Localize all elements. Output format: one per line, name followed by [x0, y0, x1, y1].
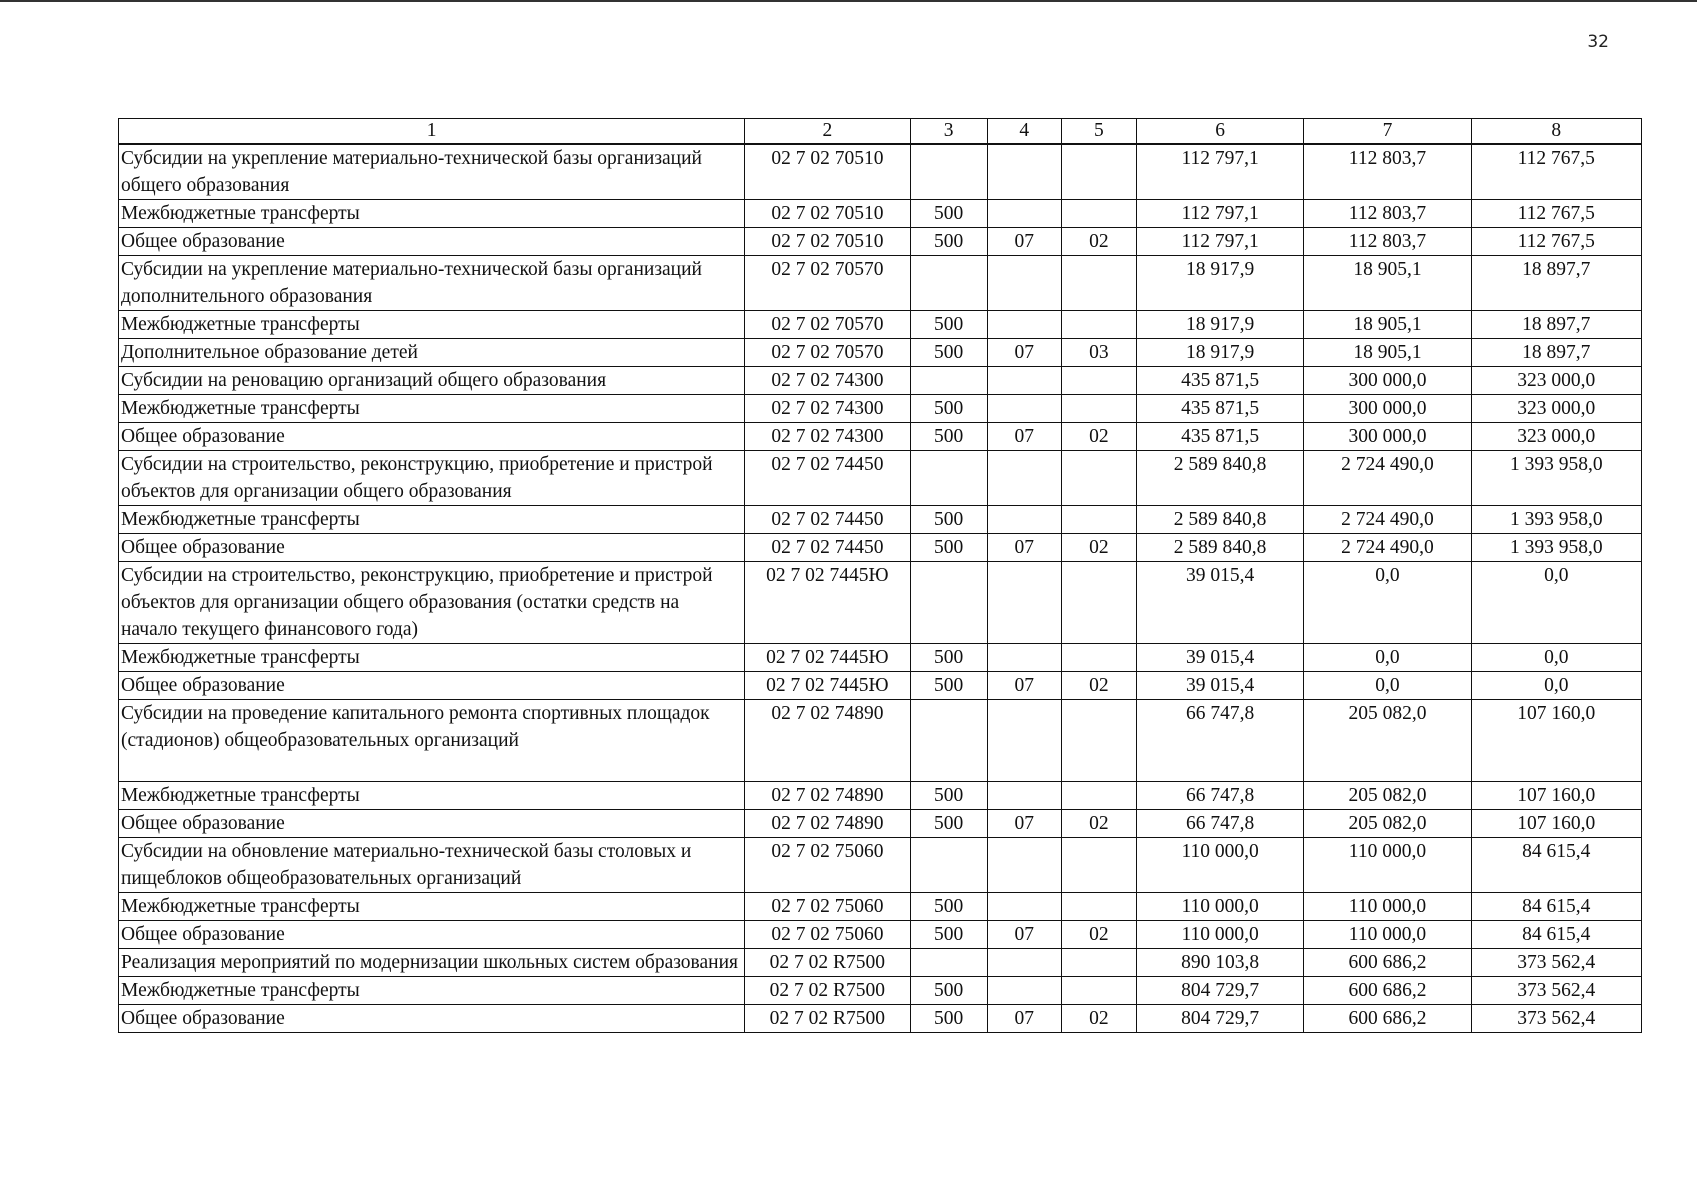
row-col3-cell [910, 451, 987, 506]
row-col5-cell [1061, 838, 1136, 893]
row-col3-cell: 500 [910, 921, 987, 949]
row-value8-cell: 0,0 [1471, 562, 1641, 644]
row-col4-cell [987, 256, 1061, 311]
column-header: 3 [910, 119, 987, 145]
row-col3-cell [910, 949, 987, 977]
row-col5-cell [1061, 977, 1136, 1005]
row-value6-cell: 39 015,4 [1136, 672, 1303, 700]
row-code-cell: 02 7 02 70510 [745, 144, 910, 200]
row-value8-cell: 107 160,0 [1471, 810, 1641, 838]
row-value8-cell: 18 897,7 [1471, 311, 1641, 339]
row-col3-cell: 500 [910, 893, 987, 921]
table-row [119, 644, 1642, 672]
row-value8-cell: 84 615,4 [1471, 838, 1641, 893]
row-name-cell: Субсидии на обновление материально-технической базы столовых и пищеблоков общеобразовательных организаций [119, 838, 745, 893]
row-name-cell: Общее образование [119, 1005, 745, 1033]
row-col4-cell: 07 [987, 228, 1061, 256]
table-row [119, 144, 1642, 200]
row-value7-cell: 2 724 490,0 [1304, 506, 1471, 534]
row-name-cell: Общее образование [119, 423, 745, 451]
row-value6-cell: 66 747,8 [1136, 782, 1303, 810]
table-row [119, 782, 1642, 810]
row-code-cell: 02 7 02 75060 [745, 838, 910, 893]
row-col5-cell: 02 [1061, 1005, 1136, 1033]
row-col5-cell [1061, 562, 1136, 644]
row-value6-cell: 39 015,4 [1136, 562, 1303, 644]
row-value6-cell: 112 797,1 [1136, 228, 1303, 256]
row-value7-cell: 0,0 [1304, 644, 1471, 672]
column-header: 2 [745, 119, 910, 145]
row-value8-cell: 323 000,0 [1471, 395, 1641, 423]
row-col4-cell [987, 644, 1061, 672]
row-code-cell: 02 7 02 74300 [745, 395, 910, 423]
row-name-cell: Субсидии на строительство, реконструкцию, приобретение и пристрой объектов для организации общего образования [119, 451, 745, 506]
row-code-cell: 02 7 02 7445Ю [745, 562, 910, 644]
row-name-cell: Общее образование [119, 672, 745, 700]
row-value7-cell: 2 724 490,0 [1304, 451, 1471, 506]
row-code-cell: 02 7 02 70570 [745, 311, 910, 339]
row-col5-cell [1061, 893, 1136, 921]
row-col4-cell [987, 367, 1061, 395]
row-value6-cell: 112 797,1 [1136, 200, 1303, 228]
row-value8-cell: 112 767,5 [1471, 200, 1641, 228]
row-code-cell: 02 7 02 R7500 [745, 977, 910, 1005]
top-edge-rule [0, 0, 1697, 2]
row-col5-cell [1061, 451, 1136, 506]
row-col4-cell [987, 977, 1061, 1005]
row-col3-cell [910, 562, 987, 644]
table-row [119, 367, 1642, 395]
table-row [119, 838, 1642, 893]
row-code-cell: 02 7 02 74450 [745, 534, 910, 562]
row-code-cell: 02 7 02 74450 [745, 506, 910, 534]
row-col3-cell: 500 [910, 534, 987, 562]
row-col5-cell [1061, 256, 1136, 311]
row-col5-cell: 02 [1061, 534, 1136, 562]
row-value6-cell: 2 589 840,8 [1136, 451, 1303, 506]
row-value8-cell: 84 615,4 [1471, 893, 1641, 921]
table-row [119, 562, 1642, 644]
row-col5-cell: 02 [1061, 228, 1136, 256]
table-row [119, 339, 1642, 367]
row-value7-cell: 2 724 490,0 [1304, 534, 1471, 562]
row-col3-cell: 500 [910, 782, 987, 810]
table-row [119, 921, 1642, 949]
table-row [119, 423, 1642, 451]
row-col5-cell: 02 [1061, 423, 1136, 451]
row-value6-cell: 18 917,9 [1136, 256, 1303, 311]
row-value8-cell: 84 615,4 [1471, 921, 1641, 949]
row-name-cell: Общее образование [119, 534, 745, 562]
row-col4-cell: 07 [987, 672, 1061, 700]
row-value6-cell: 2 589 840,8 [1136, 534, 1303, 562]
row-col5-cell [1061, 949, 1136, 977]
row-code-cell: 02 7 02 7445Ю [745, 672, 910, 700]
row-col3-cell: 500 [910, 644, 987, 672]
row-name-cell: Субсидии на реновацию организаций общего образования [119, 367, 745, 395]
row-value8-cell: 112 767,5 [1471, 144, 1641, 200]
row-name-cell: Межбюджетные трансферты [119, 782, 745, 810]
row-col3-cell: 500 [910, 311, 987, 339]
row-value8-cell: 1 393 958,0 [1471, 506, 1641, 534]
column-header: 5 [1061, 119, 1136, 145]
row-col4-cell [987, 838, 1061, 893]
row-code-cell: 02 7 02 75060 [745, 893, 910, 921]
row-col5-cell [1061, 367, 1136, 395]
row-col4-cell [987, 395, 1061, 423]
row-value6-cell: 804 729,7 [1136, 977, 1303, 1005]
row-col4-cell [987, 700, 1061, 782]
row-col5-cell: 02 [1061, 810, 1136, 838]
column-header: 4 [987, 119, 1061, 145]
row-code-cell: 02 7 02 74890 [745, 810, 910, 838]
row-name-cell: Субсидии на укрепление материально-технической базы организаций дополнительного образования [119, 256, 745, 311]
row-value7-cell: 0,0 [1304, 562, 1471, 644]
row-value6-cell: 18 917,9 [1136, 339, 1303, 367]
row-col3-cell: 500 [910, 339, 987, 367]
row-value7-cell: 110 000,0 [1304, 893, 1471, 921]
row-col5-cell [1061, 395, 1136, 423]
row-code-cell: 02 7 02 70510 [745, 228, 910, 256]
row-col3-cell: 500 [910, 395, 987, 423]
row-col4-cell [987, 782, 1061, 810]
row-name-cell: Субсидии на укрепление материально-технической базы организаций общего образования [119, 144, 745, 200]
row-value8-cell: 373 562,4 [1471, 1005, 1641, 1033]
row-value6-cell: 112 797,1 [1136, 144, 1303, 200]
row-code-cell: 02 7 02 74300 [745, 367, 910, 395]
row-code-cell: 02 7 02 75060 [745, 921, 910, 949]
row-col3-cell: 500 [910, 200, 987, 228]
row-value7-cell: 300 000,0 [1304, 367, 1471, 395]
row-col4-cell [987, 949, 1061, 977]
row-col4-cell [987, 144, 1061, 200]
row-col4-cell [987, 311, 1061, 339]
row-value7-cell: 205 082,0 [1304, 782, 1471, 810]
row-value8-cell: 1 393 958,0 [1471, 451, 1641, 506]
row-value8-cell: 18 897,7 [1471, 339, 1641, 367]
row-name-cell: Межбюджетные трансферты [119, 200, 745, 228]
table-row [119, 256, 1642, 311]
row-code-cell: 02 7 02 70570 [745, 339, 910, 367]
row-value6-cell: 435 871,5 [1136, 395, 1303, 423]
row-code-cell: 02 7 02 7445Ю [745, 644, 910, 672]
row-name-cell: Дополнительное образование детей [119, 339, 745, 367]
row-value6-cell: 66 747,8 [1136, 700, 1303, 782]
row-name-cell: Общее образование [119, 921, 745, 949]
row-col5-cell: 02 [1061, 672, 1136, 700]
column-header: 6 [1136, 119, 1303, 145]
table-row [119, 311, 1642, 339]
row-value7-cell: 18 905,1 [1304, 256, 1471, 311]
table-row [119, 672, 1642, 700]
row-name-cell: Реализация мероприятий по модернизации школьных систем образования [119, 949, 745, 977]
row-value7-cell: 600 686,2 [1304, 1005, 1471, 1033]
row-col3-cell [910, 838, 987, 893]
row-col5-cell [1061, 782, 1136, 810]
row-col4-cell: 07 [987, 810, 1061, 838]
row-col3-cell: 500 [910, 672, 987, 700]
column-header: 7 [1304, 119, 1471, 145]
table-row [119, 1005, 1642, 1033]
row-col3-cell: 500 [910, 977, 987, 1005]
table-row [119, 977, 1642, 1005]
row-name-cell: Межбюджетные трансферты [119, 644, 745, 672]
row-col4-cell: 07 [987, 534, 1061, 562]
row-col5-cell [1061, 200, 1136, 228]
row-col4-cell [987, 451, 1061, 506]
row-name-cell: Субсидии на строительство, реконструкцию, приобретение и пристрой объектов для организации общего образования (остатки средств на начало текущего финансового года) [119, 562, 745, 644]
row-value7-cell: 0,0 [1304, 672, 1471, 700]
header-row [119, 119, 1642, 145]
row-value8-cell: 373 562,4 [1471, 977, 1641, 1005]
row-col5-cell [1061, 644, 1136, 672]
row-col3-cell: 500 [910, 506, 987, 534]
row-value7-cell: 600 686,2 [1304, 949, 1471, 977]
table-row [119, 700, 1642, 782]
row-name-cell: Общее образование [119, 228, 745, 256]
row-value6-cell: 890 103,8 [1136, 949, 1303, 977]
row-value6-cell: 804 729,7 [1136, 1005, 1303, 1033]
table-header [119, 119, 1642, 145]
row-value7-cell: 600 686,2 [1304, 977, 1471, 1005]
row-col5-cell: 03 [1061, 339, 1136, 367]
column-header: 1 [119, 119, 745, 145]
row-value7-cell: 112 803,7 [1304, 144, 1471, 200]
row-name-cell: Межбюджетные трансферты [119, 395, 745, 423]
row-value7-cell: 18 905,1 [1304, 311, 1471, 339]
row-col4-cell [987, 200, 1061, 228]
table-row [119, 506, 1642, 534]
row-code-cell: 02 7 02 74890 [745, 700, 910, 782]
row-value6-cell: 18 917,9 [1136, 311, 1303, 339]
row-value7-cell: 112 803,7 [1304, 228, 1471, 256]
row-col4-cell [987, 506, 1061, 534]
budget-table [118, 118, 1642, 1033]
row-value8-cell: 373 562,4 [1471, 949, 1641, 977]
row-col3-cell [910, 256, 987, 311]
row-code-cell: 02 7 02 74450 [745, 451, 910, 506]
row-value8-cell: 0,0 [1471, 644, 1641, 672]
row-value6-cell: 435 871,5 [1136, 423, 1303, 451]
row-value6-cell: 110 000,0 [1136, 893, 1303, 921]
table-row [119, 451, 1642, 506]
row-code-cell: 02 7 02 R7500 [745, 1005, 910, 1033]
row-value6-cell: 110 000,0 [1136, 921, 1303, 949]
row-value8-cell: 323 000,0 [1471, 423, 1641, 451]
table-row [119, 395, 1642, 423]
row-col3-cell: 500 [910, 228, 987, 256]
table-row [119, 893, 1642, 921]
row-code-cell: 02 7 02 74890 [745, 782, 910, 810]
row-col4-cell: 07 [987, 1005, 1061, 1033]
row-value6-cell: 110 000,0 [1136, 838, 1303, 893]
table-row [119, 810, 1642, 838]
table-row [119, 534, 1642, 562]
row-name-cell: Общее образование [119, 810, 745, 838]
row-name-cell: Субсидии на проведение капитального ремонта спортивных площадок (стадионов) общеобразовательных организаций [119, 700, 745, 782]
row-col4-cell [987, 562, 1061, 644]
row-value6-cell: 435 871,5 [1136, 367, 1303, 395]
row-code-cell: 02 7 02 R7500 [745, 949, 910, 977]
row-col5-cell [1061, 311, 1136, 339]
row-value8-cell: 18 897,7 [1471, 256, 1641, 311]
row-value8-cell: 107 160,0 [1471, 700, 1641, 782]
row-col3-cell: 500 [910, 1005, 987, 1033]
row-value8-cell: 323 000,0 [1471, 367, 1641, 395]
row-name-cell: Межбюджетные трансферты [119, 311, 745, 339]
row-col5-cell [1061, 144, 1136, 200]
row-col3-cell [910, 144, 987, 200]
row-value7-cell: 205 082,0 [1304, 810, 1471, 838]
table-row [119, 949, 1642, 977]
table-body [119, 144, 1642, 1033]
row-code-cell: 02 7 02 74300 [745, 423, 910, 451]
row-name-cell: Межбюджетные трансферты [119, 893, 745, 921]
row-value7-cell: 112 803,7 [1304, 200, 1471, 228]
row-value7-cell: 300 000,0 [1304, 423, 1471, 451]
row-col3-cell [910, 367, 987, 395]
row-col4-cell: 07 [987, 921, 1061, 949]
row-value7-cell: 110 000,0 [1304, 838, 1471, 893]
row-value7-cell: 110 000,0 [1304, 921, 1471, 949]
row-col4-cell [987, 893, 1061, 921]
row-col5-cell [1061, 700, 1136, 782]
row-col5-cell [1061, 506, 1136, 534]
row-value6-cell: 39 015,4 [1136, 644, 1303, 672]
row-value8-cell: 107 160,0 [1471, 782, 1641, 810]
row-value8-cell: 1 393 958,0 [1471, 534, 1641, 562]
row-name-cell: Межбюджетные трансферты [119, 977, 745, 1005]
row-col4-cell: 07 [987, 339, 1061, 367]
table-row [119, 200, 1642, 228]
row-value8-cell: 0,0 [1471, 672, 1641, 700]
row-value7-cell: 300 000,0 [1304, 395, 1471, 423]
row-value7-cell: 18 905,1 [1304, 339, 1471, 367]
row-value6-cell: 2 589 840,8 [1136, 506, 1303, 534]
row-col3-cell [910, 700, 987, 782]
row-value7-cell: 205 082,0 [1304, 700, 1471, 782]
row-code-cell: 02 7 02 70570 [745, 256, 910, 311]
row-value8-cell: 112 767,5 [1471, 228, 1641, 256]
row-name-cell: Межбюджетные трансферты [119, 506, 745, 534]
row-value6-cell: 66 747,8 [1136, 810, 1303, 838]
table-row [119, 228, 1642, 256]
row-col4-cell: 07 [987, 423, 1061, 451]
row-code-cell: 02 7 02 70510 [745, 200, 910, 228]
page-number: 32 [1587, 32, 1609, 52]
row-col3-cell: 500 [910, 423, 987, 451]
row-col5-cell: 02 [1061, 921, 1136, 949]
row-col3-cell: 500 [910, 810, 987, 838]
column-header: 8 [1471, 119, 1641, 145]
